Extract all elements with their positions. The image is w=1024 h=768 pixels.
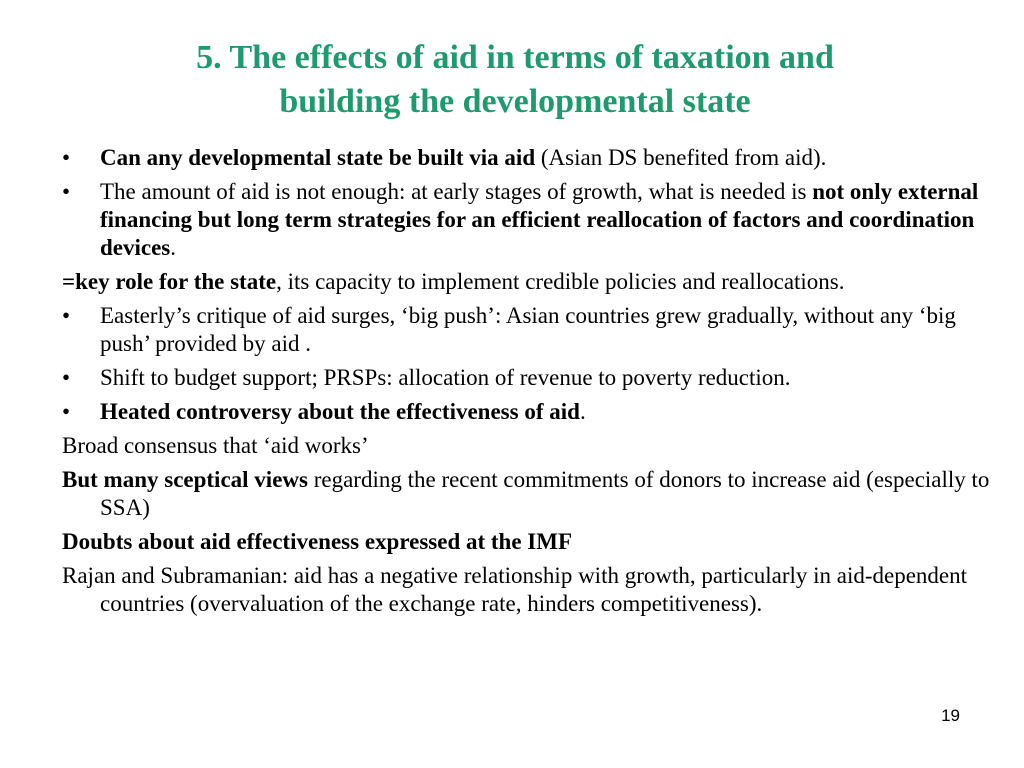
bullet-item-4 — [62, 364, 992, 392]
bullet-icon: • — [62, 399, 71, 424]
bullet-icon: • — [62, 179, 71, 204]
bullet-item-3 — [62, 302, 992, 358]
bullet-item-2 — [62, 178, 992, 262]
bullet-1-text: (Asian DS benefited from aid). — [535, 145, 827, 170]
bullet-5-end: . — [579, 399, 586, 424]
key-role-bold: =key role for the state — [62, 269, 277, 294]
bullet-icon: • — [62, 365, 71, 390]
paragraph-imf-doubts — [62, 528, 992, 556]
bullet-2-end: . — [170, 235, 177, 260]
paragraph-broad-consensus — [62, 432, 992, 460]
bullet-2-bold: not only external financing but long term strategies for an efficient reallocation of factors and coordination devices — [100, 179, 979, 260]
key-role-text: , its capacity to implement credible policies and reallocations. — [276, 269, 845, 294]
bullet-1-bold: Can any developmental state be built via aid — [100, 145, 536, 170]
bullet-icon: • — [62, 145, 71, 170]
imf-doubts-bold: Doubts about aid effectiveness expressed at the IMF — [62, 529, 573, 554]
paragraph-sceptical-views — [62, 466, 992, 522]
bullet-4-text: Shift to budget support; PRSPs: allocation of revenue to poverty reduction. — [100, 365, 791, 390]
sceptical-views-text: regarding the recent commitments of donors to increase aid (especially to SSA) — [100, 467, 990, 520]
sceptical-views-bold: But many sceptical views — [62, 467, 308, 492]
bullet-icon: • — [62, 303, 71, 328]
bullet-2-text: The amount of aid is not enough: at early stages of growth, what is needed is — [100, 179, 813, 204]
paragraph-rajan-subramanian — [62, 562, 992, 618]
paragraph-key-role — [62, 268, 992, 296]
slide-number: 19 — [941, 706, 960, 725]
bullet-5-bold: Heated controversy about the effectiveness of aid — [100, 399, 580, 424]
bullet-item-5 — [62, 398, 992, 426]
slide-body — [62, 144, 992, 624]
rajan-subramanian-text: Rajan and Subramanian: aid has a negative relationship with growth, particularly in aid-dependent countries (overvaluation of the exchange rate, hinders competitiveness). — [62, 563, 968, 616]
slide-title-line-2: building the developmental state — [279, 83, 751, 120]
broad-consensus-text: Broad consensus that ‘aid works’ — [62, 433, 369, 458]
slide-title-line-1: 5. The effects of aid in terms of taxation and — [196, 39, 834, 76]
slide-title — [60, 36, 970, 124]
bullet-item-1 — [62, 144, 992, 172]
bullet-3-text: Easterly’s critique of aid surges, ‘big push’: Asian countries grew gradually, without any ‘big push’ provided by aid . — [100, 303, 956, 356]
